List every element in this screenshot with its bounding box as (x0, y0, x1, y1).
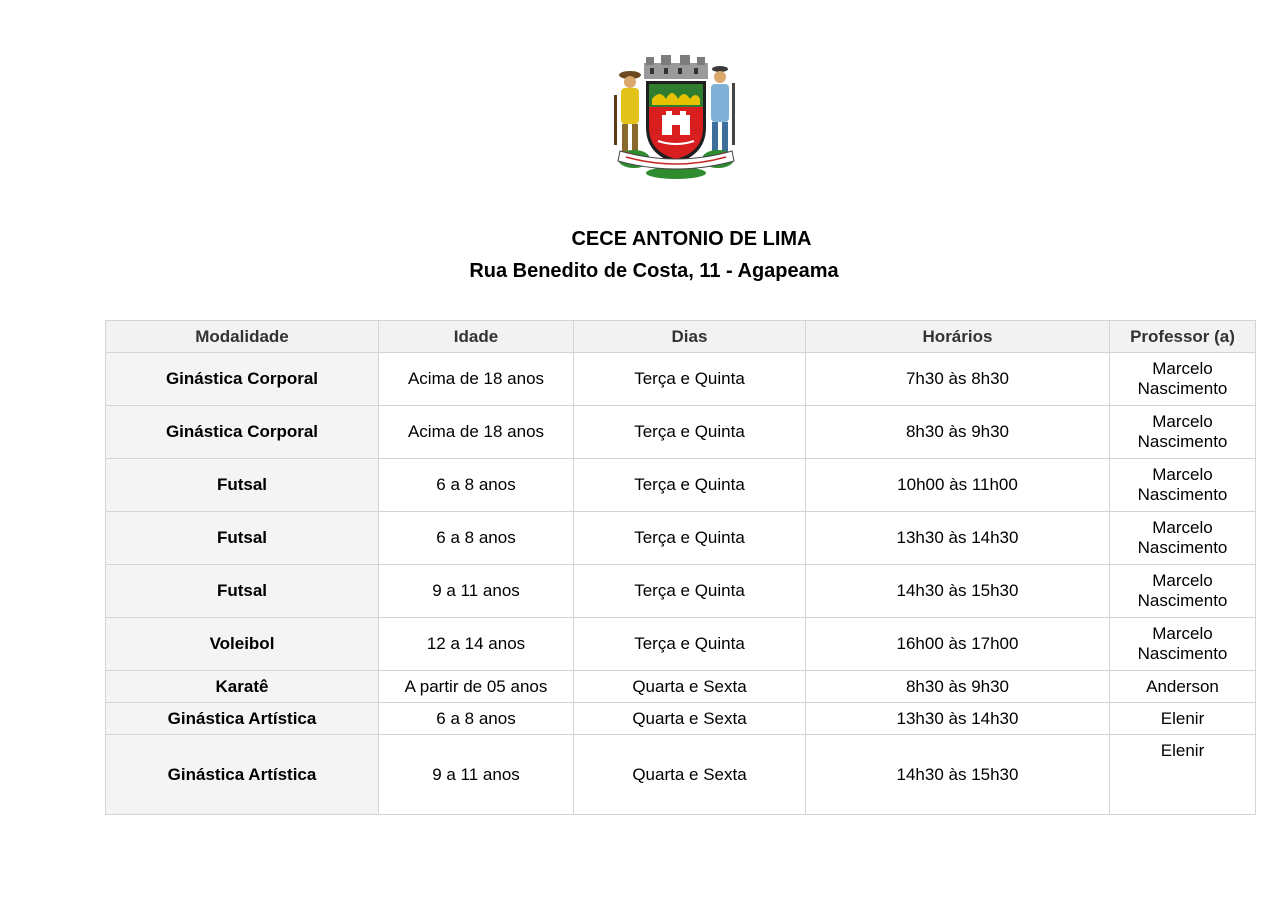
cell-modalidade: Ginástica Corporal (106, 406, 379, 459)
cell-horarios: 7h30 às 8h30 (806, 353, 1110, 406)
page-title: CECE ANTONIO DE LIMA (571, 228, 812, 250)
cell-horarios: 16h00 às 17h00 (806, 618, 1110, 671)
column-header-idade: Idade (379, 321, 574, 353)
cell-horarios: 14h30 às 15h30 (806, 565, 1110, 618)
column-header-horarios: Horários (806, 321, 1110, 353)
cell-horarios: 14h30 às 15h30 (806, 735, 1110, 815)
cell-horarios: 8h30 às 9h30 (806, 671, 1110, 703)
cell-dias: Quarta e Sexta (574, 671, 806, 703)
table-header-row (106, 321, 1256, 353)
cell-horarios: 10h00 às 11h00 (806, 459, 1110, 512)
cell-dias: Terça e Quinta (574, 353, 806, 406)
cell-modalidade: Ginástica Artística (106, 735, 379, 815)
cell-modalidade: Karatê (106, 671, 379, 703)
table-row (106, 671, 1256, 703)
table-row (106, 512, 1256, 565)
cell-modalidade: Ginástica Artística (106, 703, 379, 735)
shield (646, 81, 706, 163)
cell-professor: Marcelo Nascimento (1110, 618, 1256, 671)
cell-idade: 12 a 14 anos (379, 618, 574, 671)
cell-horarios: 13h30 às 14h30 (806, 512, 1110, 565)
cell-horarios: 8h30 às 9h30 (806, 406, 1110, 459)
table-row (106, 406, 1256, 459)
cell-dias: Terça e Quinta (574, 459, 806, 512)
cell-horarios: 13h30 às 14h30 (806, 703, 1110, 735)
cell-idade: 9 a 11 anos (379, 735, 574, 815)
cell-professor: Anderson (1110, 671, 1256, 703)
table-row (106, 353, 1256, 406)
cell-modalidade: Futsal (106, 459, 379, 512)
cell-professor: Marcelo Nascimento (1110, 459, 1256, 512)
table-row (106, 735, 1256, 815)
cell-idade: Acima de 18 anos (379, 353, 574, 406)
column-header-modalidade: Modalidade (106, 321, 379, 353)
table-row (106, 459, 1256, 512)
right-supporter-figure (711, 66, 735, 154)
cell-idade: 6 a 8 anos (379, 703, 574, 735)
cell-modalidade: Futsal (106, 565, 379, 618)
cell-dias: Terça e Quinta (574, 406, 806, 459)
cell-dias: Quarta e Sexta (574, 735, 806, 815)
mural-crown (644, 55, 708, 79)
cell-idade: 6 a 8 anos (379, 459, 574, 512)
cell-professor: Marcelo Nascimento (1110, 406, 1256, 459)
cell-dias: Terça e Quinta (574, 512, 806, 565)
cell-dias: Terça e Quinta (574, 565, 806, 618)
cell-idade: Acima de 18 anos (379, 406, 574, 459)
column-header-dias: Dias (574, 321, 806, 353)
table-row (106, 565, 1256, 618)
cell-professor: Elenir (1110, 703, 1256, 735)
cell-modalidade: Ginástica Corporal (106, 353, 379, 406)
cell-modalidade: Futsal (106, 512, 379, 565)
left-supporter-figure (614, 71, 641, 154)
address-subtitle: Rua Benedito de Costa, 11 - Agapeama (469, 260, 839, 282)
table-row (106, 618, 1256, 671)
coat-of-arms-logo (608, 55, 744, 183)
schedule-table (105, 320, 1256, 815)
cell-professor: Marcelo Nascimento (1110, 512, 1256, 565)
cell-idade: 9 a 11 anos (379, 565, 574, 618)
cell-professor: Marcelo Nascimento (1110, 565, 1256, 618)
cell-dias: Terça e Quinta (574, 618, 806, 671)
cell-modalidade: Voleibol (106, 618, 379, 671)
cell-dias: Quarta e Sexta (574, 703, 806, 735)
table-row (106, 703, 1256, 735)
cell-professor: Elenir (1110, 735, 1256, 815)
cell-idade: 6 a 8 anos (379, 512, 574, 565)
cell-professor: Marcelo Nascimento (1110, 353, 1256, 406)
cell-idade: A partir de 05 anos (379, 671, 574, 703)
column-header-professor: Professor (a) (1110, 321, 1256, 353)
